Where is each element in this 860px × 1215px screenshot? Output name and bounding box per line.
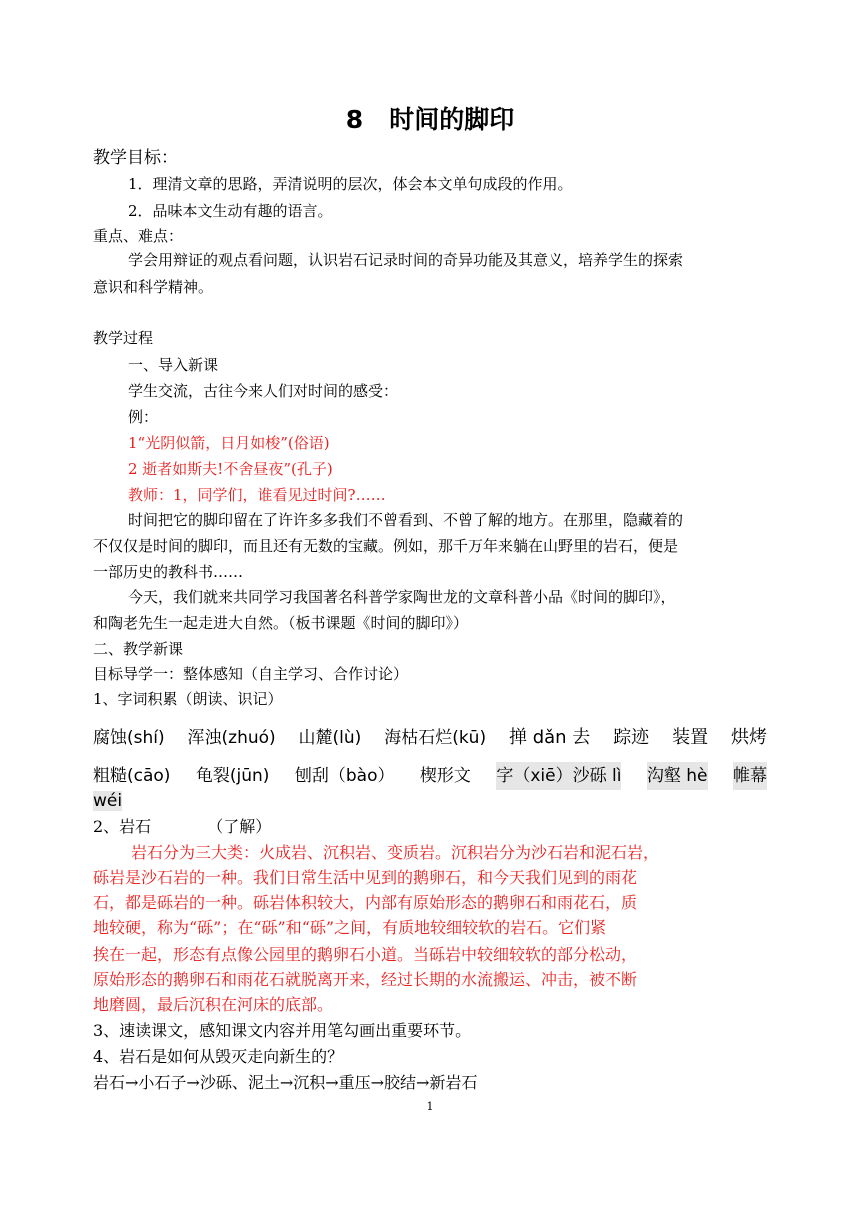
teacher-question: 教师：1，同学们，谁看见过时间?……: [128, 486, 386, 504]
item-3: 3、速读课文，感知课文内容并用笔勾画出重要环节。: [93, 1021, 472, 1040]
rock-para-line-4: 地较硬，称为“砾”；在“砾”和“砾”之间，有质地较细较软的岩石。它们紧: [93, 918, 607, 937]
item-4: 4、岩石是如何从毁灭走向新生的？: [93, 1047, 344, 1066]
lesson-number: 8: [345, 105, 364, 134]
vocab-row-1: [93, 724, 767, 752]
example-label: 例：: [128, 408, 159, 426]
vocab-word: 踪迹: [613, 727, 650, 748]
para1-line-3: 一部历史的教科书……: [93, 563, 244, 581]
vocab-word-highlighted: 帷幕: [733, 762, 767, 790]
vocab-row-2: [93, 762, 767, 790]
goal-item-2: 2．品味本文生动有趣的语言。: [128, 202, 333, 220]
rock-para-line-1: 岩石分为三大类：火成岩、沉积岩、变质岩。沉积岩分为沙石岩和泥石岩，: [131, 843, 660, 862]
vocab-word-highlighted: 字（xiē）沙砾 lì: [496, 762, 621, 790]
example-1: 1“光阴似箭，日月如梭”(俗语): [128, 434, 330, 452]
vocab-row-3: wéi: [93, 791, 123, 811]
rock-para-line-7: 地磨圆，最后沉积在河床的底部。: [93, 995, 334, 1014]
para1-line-2: 不仅仅是时间的脚印，而且还有无数的宝藏。例如，那千万年来躺在山野里的岩石，便是: [93, 537, 679, 555]
key-points-line-1: 学会用辩证的观点看问题，认识岩石记录时间的奇异功能及其意义，培养学生的探索: [128, 251, 684, 269]
key-points-line-2: 意识和科学精神。: [93, 278, 214, 296]
goal-item-1: 1．理清文章的思路，弄清说明的层次，体会本文单句成段的作用。: [128, 175, 573, 193]
rock-para-line-5: 挨在一起，形态有点像公园里的鹅卵石小道。当砾岩中较细较软的部分松动，: [93, 945, 638, 964]
para1-line-1: 时间把它的脚印留在了许许多多我们不曾看到、不曾了解的地方。在那里，隐藏着的: [128, 511, 684, 529]
rock-heading: 2、岩石 （了解）: [93, 817, 272, 836]
para2-line-1: 今天，我们就来共同学习我国著名科普学家陶世龙的文章科普小品《时间的脚印》，: [128, 588, 676, 606]
rock-para-line-3: 石，都是砾岩的一种。砾岩体积较大，内部有原始形态的鹅卵石和雨花石，质: [93, 893, 638, 912]
example-2: 2 逝者如斯夫!不舍昼夜”(孔子): [128, 460, 333, 478]
vocab-word: 山麓(lù): [298, 728, 362, 748]
vocab-word: 浑浊(zhuó): [187, 728, 276, 748]
vocab-heading: 1、字词积累（朗读、识记）: [93, 690, 283, 708]
para2-line-2: 和陶老先生一起走进大自然。（板书课题《时间的脚印》）: [93, 614, 469, 632]
vocab-word: 龟裂(jūn): [195, 766, 270, 786]
rock-para-line-6: 原始形态的鹅卵石和雨花石就脱离开来，经过长期的水流搬运、冲击，被不断: [93, 970, 638, 989]
vocab-word: 装置: [672, 727, 709, 748]
page-title: [0, 103, 860, 137]
vocab-word: 海枯石烂(kū): [384, 728, 487, 748]
process-heading: 教学过程: [93, 329, 154, 347]
rock-para-line-2: 砾岩是沙石岩的一种。我们日常生活中见到的鹅卵石，和今天我们见到的雨花: [93, 868, 638, 887]
page-number: 1: [426, 1100, 434, 1113]
intro-heading: 一、导入新课: [128, 356, 219, 374]
vocab-word: 楔形文: [419, 766, 471, 786]
goals-heading: 教学目标：: [93, 148, 178, 168]
rock-cycle-flow: 岩石→小石子→沙砾、泥土→沉积→重压→胶结→新岩石: [93, 1073, 478, 1092]
vocab-word: 烘烤: [730, 727, 767, 748]
goal-guide-1: 目标导学一：整体感知（自主学习、合作讨论）: [93, 665, 409, 683]
lesson-title: 时间的脚印: [389, 105, 515, 134]
vocab-word-highlighted: 沟壑 hè: [647, 762, 708, 790]
vocab-word: 腐蚀(shí): [93, 728, 165, 748]
key-points-heading: 重点、难点：: [93, 227, 184, 245]
vocab-word: 掸 dǎn 去: [508, 727, 591, 748]
vocab-word: 粗糙(cāo): [93, 766, 171, 786]
vocab-word: 刨刮（bào）: [294, 766, 395, 786]
new-lesson-heading: 二、教学新课: [93, 640, 184, 658]
intro-text: 学生交流，古往今来人们对时间的感受：: [128, 382, 399, 400]
